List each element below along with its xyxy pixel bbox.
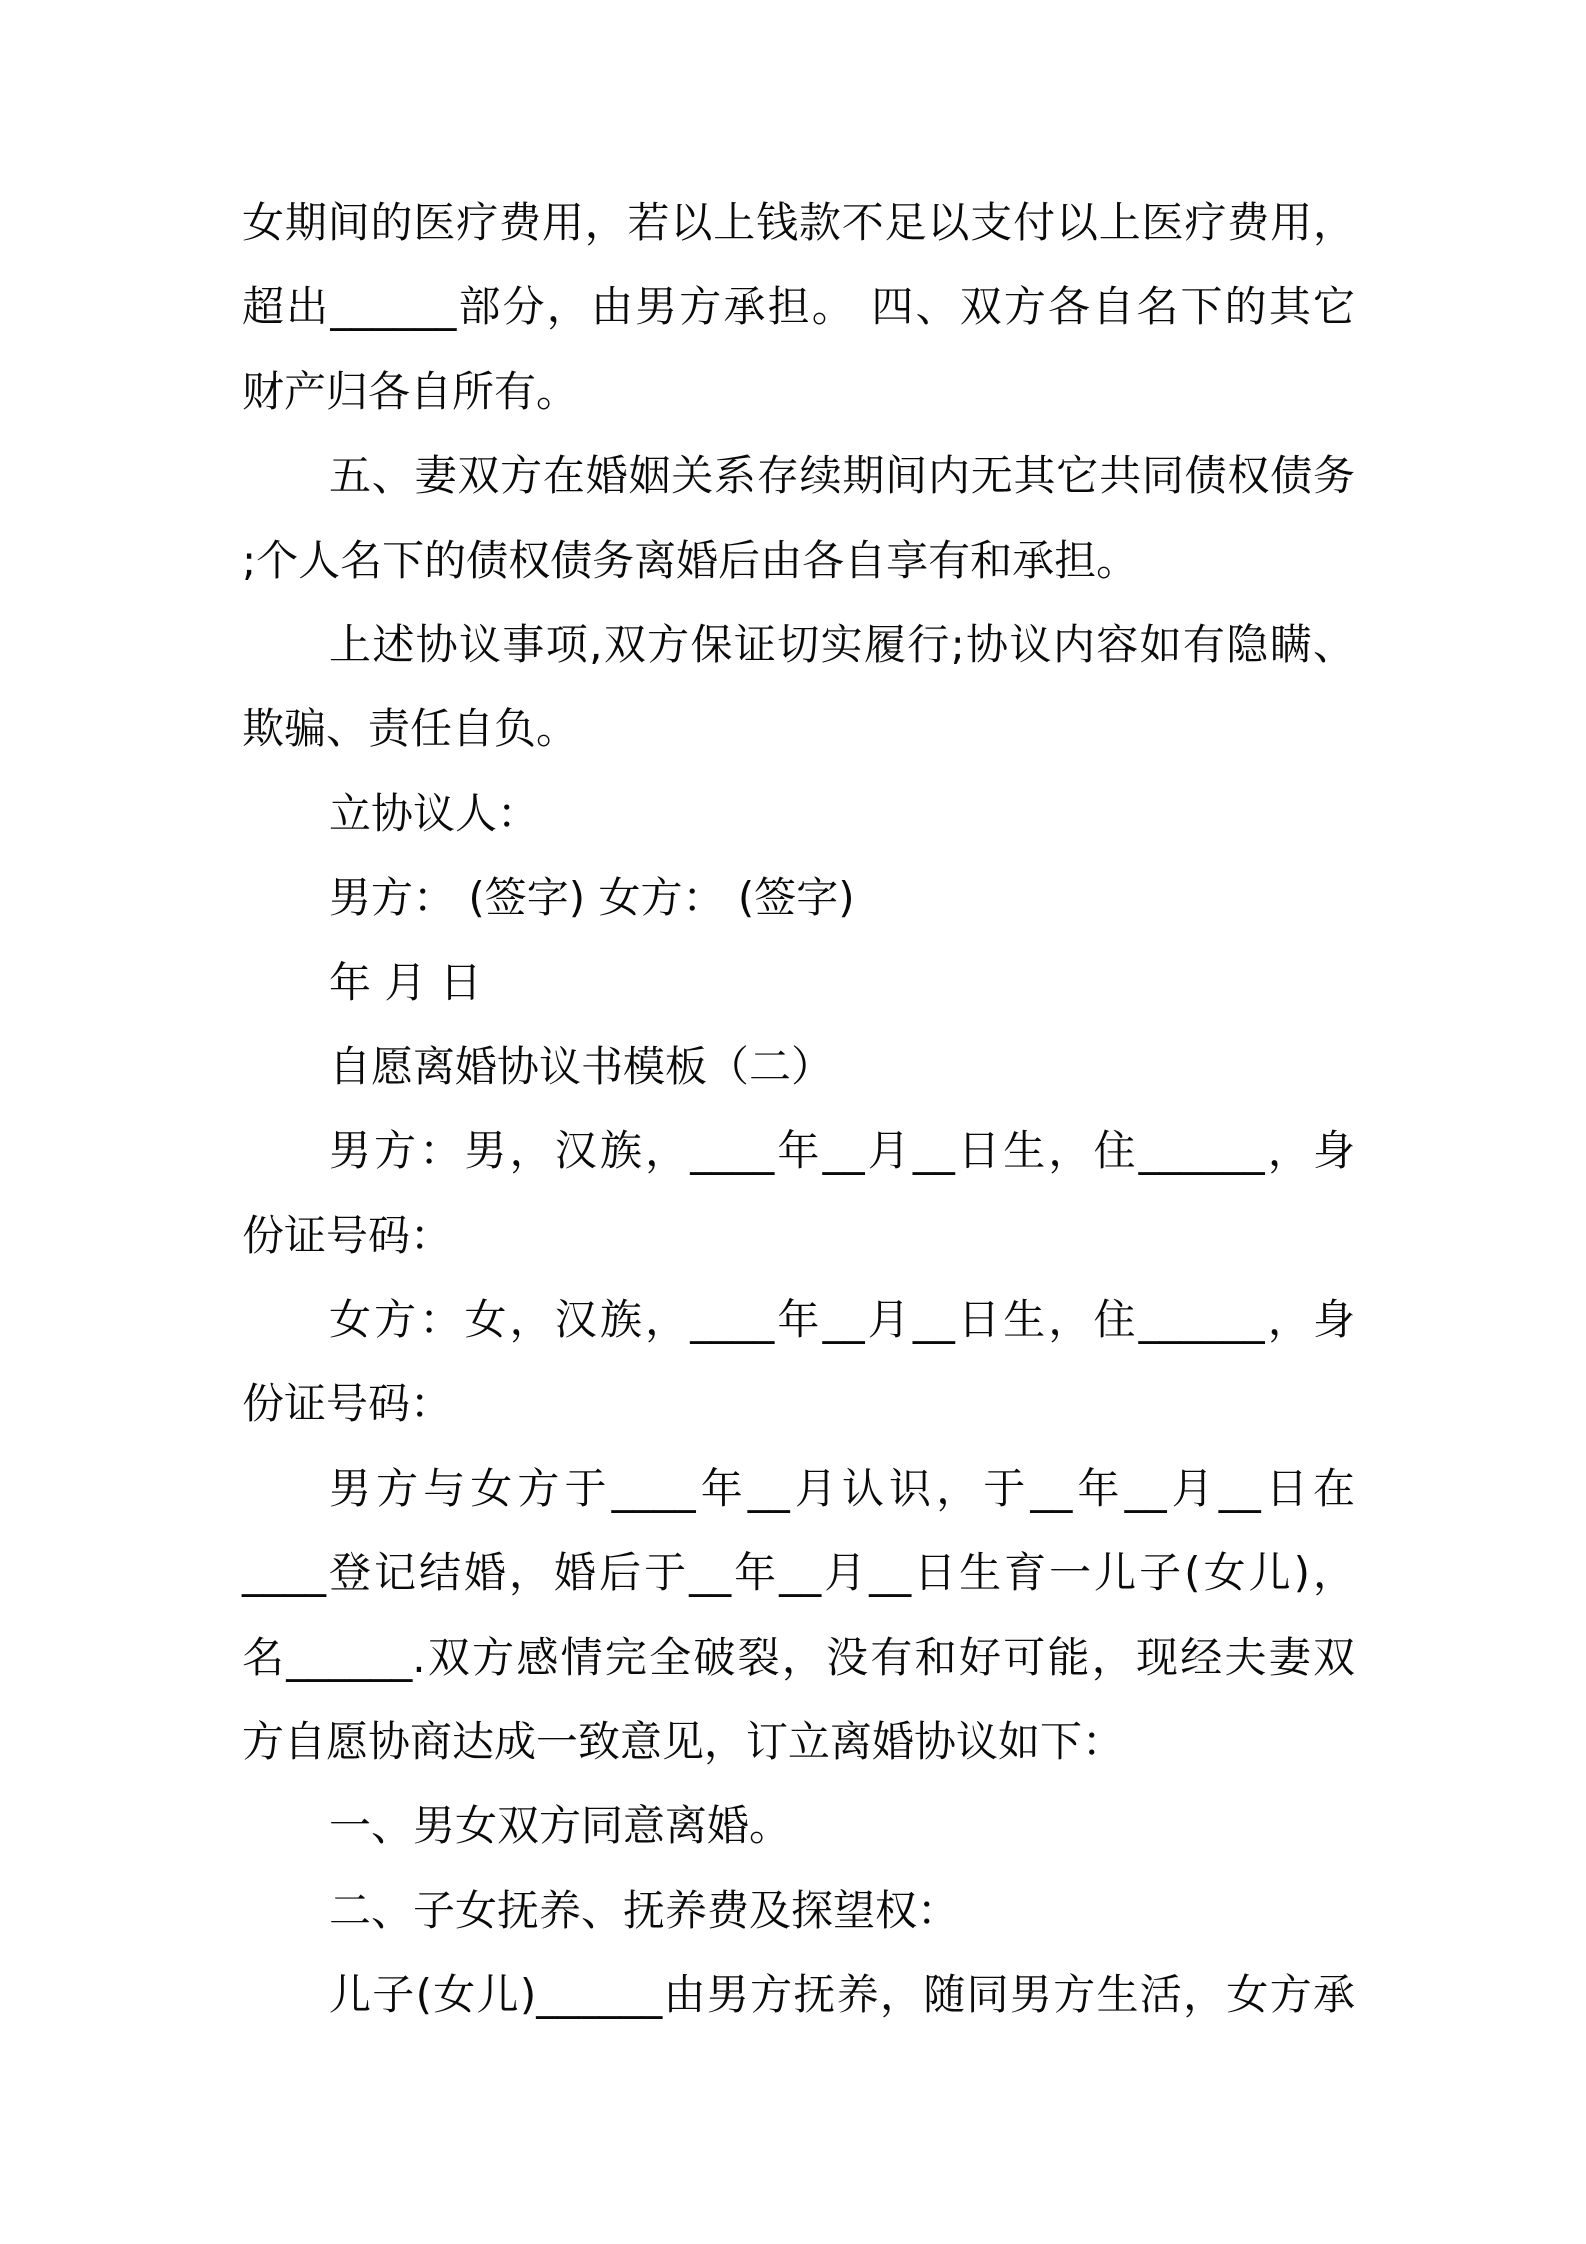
date-line: 年 月 日 — [329, 957, 482, 1007]
clause-line: 二、子女抚养、抚养费及探望权： — [329, 1885, 960, 1935]
text-line: 男方与女方于____年__月认识，于__年__月__日在 — [329, 1463, 1355, 1513]
text-line: 女期间的医疗费用，若以上钱款不足以支付以上医疗费用， — [242, 198, 1355, 247]
text-line: 份证号码： — [242, 1210, 453, 1260]
text-line: 财产归各自所有。 — [242, 366, 579, 416]
text-line: ;个人名下的债权债务离婚后由各自享有和承担。 — [242, 535, 1139, 585]
text-line: ____登记结婚，婚后于__年__月__日生育一儿子(女儿)， — [242, 1548, 1355, 1598]
text-line: 份证号码： — [242, 1379, 453, 1429]
text-line: 欺骗、责任自负。 — [242, 704, 579, 754]
text-line: 女方：女，汉族，____年__月__日生，住______，身 — [329, 1295, 1355, 1345]
text-line: 五、妻双方在婚姻关系存续期间内无其它共同债权债务 — [329, 451, 1355, 501]
document-body — [242, 181, 1355, 2038]
section-heading: 自愿离婚协议书模板（二） — [329, 1041, 834, 1091]
text-line: 男方：男，汉族，____年__月__日生，住______，身 — [329, 1126, 1355, 1176]
text-line: 名______.双方感情完全破裂，没有和好可能，现经夫妻双 — [242, 1632, 1355, 1682]
text-line: 超出______部分，由男方承担。 四、双方各自名下的其它 — [242, 282, 1355, 332]
text-line: 上述协议事项,双方保证切实履行;协议内容如有隐瞒、 — [329, 619, 1355, 669]
signatory-label: 立协议人： — [329, 788, 540, 838]
clause-line: 一、男女双方同意离婚。 — [329, 1801, 792, 1851]
text-line: 方自愿协商达成一致意见，订立离婚协议如下： — [242, 1717, 1125, 1767]
text-line: 儿子(女儿)______由男方抚养，随同男方生活，女方承 — [329, 1970, 1355, 2020]
signature-line: 男方： (签字) 女方： (签字) — [329, 873, 855, 923]
